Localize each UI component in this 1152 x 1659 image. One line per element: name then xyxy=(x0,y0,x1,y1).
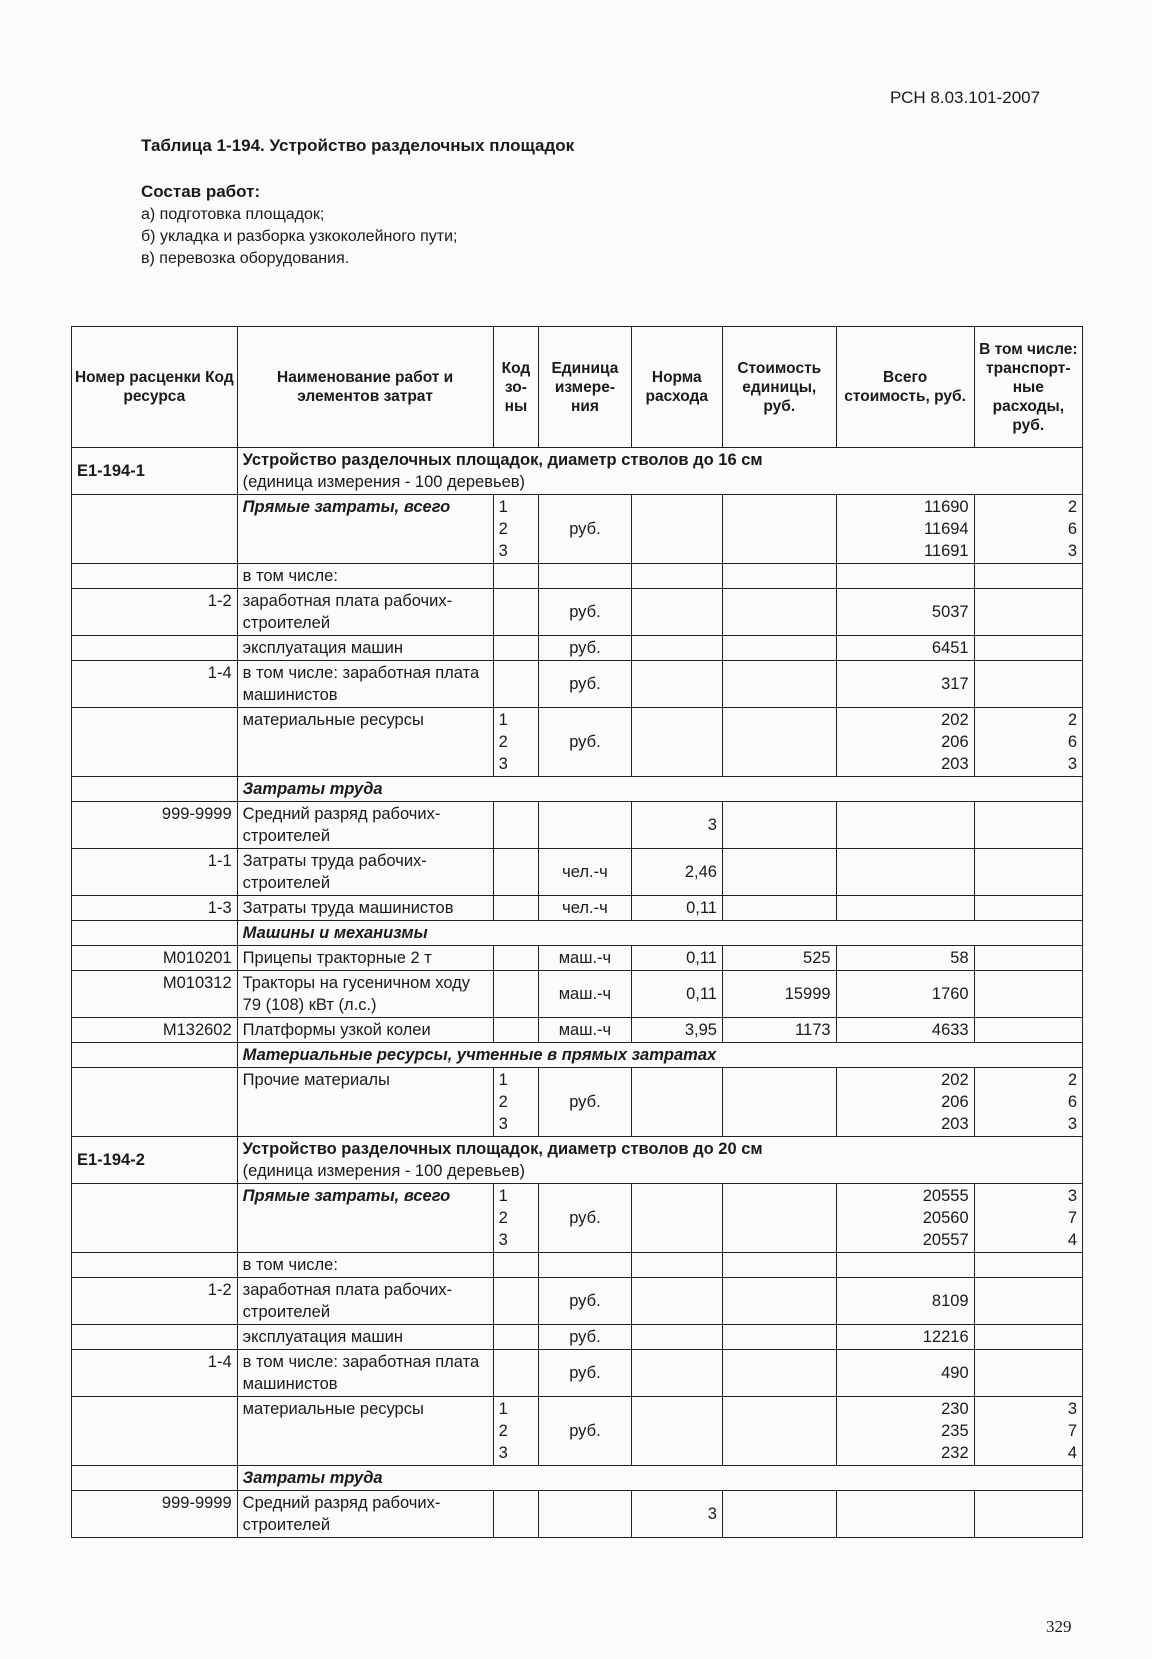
subheading-row xyxy=(72,1466,1083,1491)
norm: 2,46 xyxy=(631,849,722,896)
norm: 3 xyxy=(631,802,722,849)
header-row xyxy=(72,327,1083,448)
table-row xyxy=(72,1253,1083,1278)
section-header-row xyxy=(72,448,1083,495)
total: 4633 xyxy=(836,1018,974,1043)
direct-totals: 20555 20560 20557 xyxy=(836,1184,974,1253)
unit: чел.-ч xyxy=(539,849,631,896)
table-row xyxy=(72,1068,1083,1137)
resource-code: М010312 xyxy=(72,971,238,1018)
material-totals: 202 206 203 xyxy=(836,708,974,777)
resource-code: 1-2 xyxy=(72,589,238,636)
norm: 0,11 xyxy=(631,896,722,921)
table-row xyxy=(72,849,1083,896)
item-name: заработная плата рабочих-строителей xyxy=(237,1278,493,1325)
unit: руб. xyxy=(539,1184,631,1253)
resource-code: 1-1 xyxy=(72,849,238,896)
item-name: эксплуатация машин xyxy=(237,1325,493,1350)
header-zone: Код зо-ны xyxy=(493,327,539,448)
table-row xyxy=(72,1184,1083,1253)
machines-heading: Машины и механизмы xyxy=(237,921,1082,946)
subheading-row xyxy=(72,1043,1083,1068)
other-transport: 2 6 3 xyxy=(974,1068,1082,1137)
resource-code: М010201 xyxy=(72,946,238,971)
header-total: Всего стоимость, руб. xyxy=(836,327,974,448)
unit: руб. xyxy=(539,1068,631,1137)
resource-code: 1-4 xyxy=(72,661,238,708)
resource-code: 1-3 xyxy=(72,896,238,921)
unit-cost: 1173 xyxy=(722,1018,836,1043)
table-row xyxy=(72,708,1083,777)
item-name: Средний разряд рабочих-строителей xyxy=(237,1491,493,1538)
unit: руб. xyxy=(539,636,631,661)
table-row xyxy=(72,1325,1083,1350)
table-row xyxy=(72,1350,1083,1397)
norm: 0,11 xyxy=(631,971,722,1018)
total: 5037 xyxy=(836,589,974,636)
table-row xyxy=(72,636,1083,661)
table-row xyxy=(72,1018,1083,1043)
materials-heading: Материальные ресурсы, учтенные в прямых затратах xyxy=(237,1043,1082,1068)
direct-costs-label: Прямые затраты, всего xyxy=(237,495,493,564)
document-number: РСН 8.03.101-2007 xyxy=(890,88,1041,107)
section-title: Устройство разделочных площадок, диаметр стволов до 20 см xyxy=(242,1140,763,1158)
table-row xyxy=(72,971,1083,1018)
unit: руб. xyxy=(539,495,631,564)
total: 6451 xyxy=(836,636,974,661)
unit: маш.-ч xyxy=(539,1018,631,1043)
table-title: Таблица 1-194. Устройство разделочных площадок xyxy=(141,136,575,155)
section-title-cell xyxy=(237,448,1082,495)
header-code: Номер расценки Код ресурса xyxy=(72,327,238,448)
item-name: Средний разряд рабочих-строителей xyxy=(237,802,493,849)
zones: 1 2 3 xyxy=(493,495,539,564)
material-transport: 2 6 3 xyxy=(974,708,1082,777)
table-row xyxy=(72,589,1083,636)
item-name: в том числе: заработная плата машинистов xyxy=(237,661,493,708)
labor-heading: Затраты труда xyxy=(237,1466,1082,1491)
section-header-row xyxy=(72,1137,1083,1184)
header-unit: Единица измере-ния xyxy=(539,327,631,448)
header-unit-cost: Стоимость единицы, руб. xyxy=(722,327,836,448)
item-name: Платформы узкой колеи xyxy=(237,1018,493,1043)
resource-code: М132602 xyxy=(72,1018,238,1043)
including-label: в том числе: xyxy=(237,564,493,589)
resource-code: 1-2 xyxy=(72,1278,238,1325)
total: 317 xyxy=(836,661,974,708)
section-subtitle: (единица измерения - 100 деревьев) xyxy=(242,1162,526,1180)
table-row xyxy=(72,1397,1083,1466)
resource-code: 999-9999 xyxy=(72,1491,238,1538)
resource-code: 1-4 xyxy=(72,1350,238,1397)
unit: маш.-ч xyxy=(539,971,631,1018)
material-transport: 3 7 4 xyxy=(974,1397,1082,1466)
item-name: Тракторы на гусеничном ходу 79 (108) кВт (л.с.) xyxy=(237,971,493,1018)
item-name: в том числе: заработная плата машинистов xyxy=(237,1350,493,1397)
total: 490 xyxy=(836,1350,974,1397)
total: 1760 xyxy=(836,971,974,1018)
other-totals: 202 206 203 xyxy=(836,1068,974,1137)
labor-heading: Затраты труда xyxy=(237,777,1082,802)
zones: 1 2 3 xyxy=(493,708,539,777)
table-row xyxy=(72,1278,1083,1325)
table-row xyxy=(72,802,1083,849)
subheading-row xyxy=(72,921,1083,946)
direct-totals: 11690 11694 11691 xyxy=(836,495,974,564)
header-transport: В том числе: транспорт-ные расходы, руб. xyxy=(974,327,1082,448)
unit: руб. xyxy=(539,708,631,777)
item-name: Затраты труда рабочих-строителей xyxy=(237,849,493,896)
table-row xyxy=(72,896,1083,921)
direct-costs-label: Прямые затраты, всего xyxy=(237,1184,493,1253)
item-name: материальные ресурсы xyxy=(237,708,493,777)
composition-item: а) подготовка площадок; xyxy=(141,206,325,223)
total: 58 xyxy=(836,946,974,971)
table-row xyxy=(72,946,1083,971)
direct-transport: 3 7 4 xyxy=(974,1184,1082,1253)
rate-code: Е1-194-2 xyxy=(72,1137,238,1184)
unit: руб. xyxy=(539,661,631,708)
zones: 1 2 3 xyxy=(493,1397,539,1466)
including-label: в том числе: xyxy=(237,1253,493,1278)
unit: руб. xyxy=(539,1325,631,1350)
section-title-cell xyxy=(237,1137,1082,1184)
table-row xyxy=(72,564,1083,589)
unit: чел.-ч xyxy=(539,896,631,921)
composition-list xyxy=(141,204,457,270)
table-row xyxy=(72,495,1083,564)
resource-code: 999-9999 xyxy=(72,802,238,849)
item-name: эксплуатация машин xyxy=(237,636,493,661)
composition-item: б) укладка и разборка узкоколейного пути; xyxy=(141,228,458,245)
table-row xyxy=(72,1491,1083,1538)
rate-code: Е1-194-1 xyxy=(72,448,238,495)
table-row xyxy=(72,661,1083,708)
item-name: Прицепы тракторные 2 т xyxy=(237,946,493,971)
norm: 3,95 xyxy=(631,1018,722,1043)
unit-cost: 525 xyxy=(722,946,836,971)
composition-heading: Состав работ: xyxy=(141,182,261,201)
composition-item: в) перевозка оборудования. xyxy=(141,250,350,267)
rates-table xyxy=(71,326,1083,1538)
header-norm: Норма расхода xyxy=(631,327,722,448)
page-number: 329 xyxy=(1046,1617,1072,1636)
zones: 1 2 3 xyxy=(493,1068,539,1137)
item-name: заработная плата рабочих-строителей xyxy=(237,589,493,636)
norm: 3 xyxy=(631,1491,722,1538)
total: 12216 xyxy=(836,1325,974,1350)
subheading-row xyxy=(72,777,1083,802)
total: 8109 xyxy=(836,1278,974,1325)
section-subtitle: (единица измерения - 100 деревьев) xyxy=(242,473,526,491)
section-title: Устройство разделочных площадок, диаметр стволов до 16 см xyxy=(242,451,763,469)
unit: руб. xyxy=(539,1278,631,1325)
norm: 0,11 xyxy=(631,946,722,971)
zones: 1 2 3 xyxy=(493,1184,539,1253)
unit: руб. xyxy=(539,1397,631,1466)
item-name: материальные ресурсы xyxy=(237,1397,493,1466)
item-name: Прочие материалы xyxy=(237,1068,493,1137)
item-name: Затраты труда машинистов xyxy=(237,896,493,921)
unit: маш.-ч xyxy=(539,946,631,971)
direct-transport: 2 6 3 xyxy=(974,495,1082,564)
header-name: Наименование работ и элементов затрат xyxy=(237,327,493,448)
unit: руб. xyxy=(539,589,631,636)
unit: руб. xyxy=(539,1350,631,1397)
unit-cost: 15999 xyxy=(722,971,836,1018)
material-totals: 230 235 232 xyxy=(836,1397,974,1466)
